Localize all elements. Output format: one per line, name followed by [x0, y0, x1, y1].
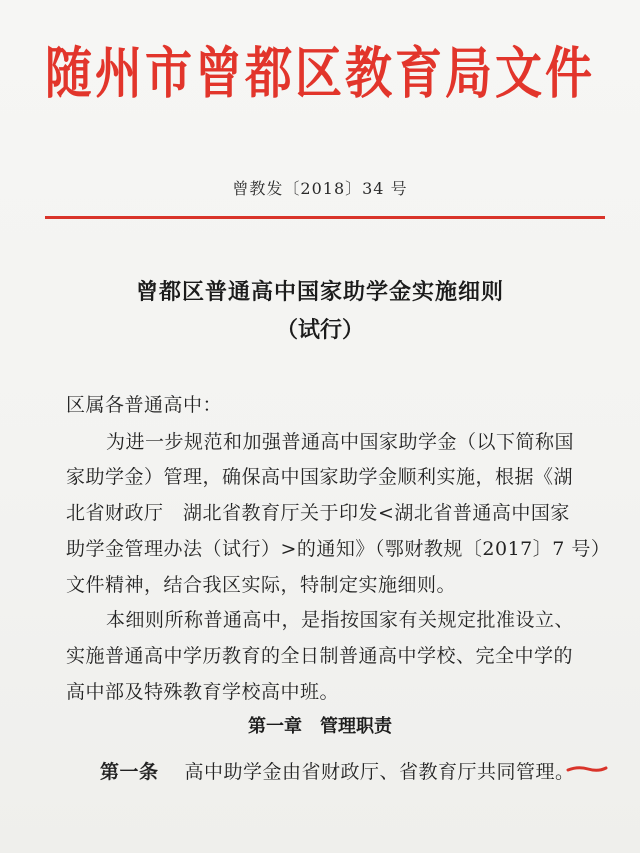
paragraph2-line: 高中部及特殊教育学校高中班。 [66, 681, 340, 703]
paragraph2-line: 本细则所称普通高中，是指按国家有关规定批准设立、 [106, 609, 575, 631]
salutation: 区属各普通高中： [66, 394, 223, 416]
chapter-title: 管理职责 [320, 716, 392, 737]
red-ink-mark [566, 764, 608, 774]
paragraph1-line: 文件精神，结合我区实际，特制定实施细则。 [66, 574, 457, 596]
paragraph1-line: 北省财政厅 湖北省教育厅关于印发<湖北省普通高中国家 [66, 502, 570, 524]
paragraph1-line: 助学金管理办法（试行）>的通知》（鄂财教规〔2017〕7 号） [66, 538, 611, 560]
article-1 [100, 757, 575, 784]
article-label: 第一条 [100, 761, 159, 783]
document-title: 曾都区普通高中国家助学金实施细则 [135, 279, 504, 305]
article-text: 高中助学金由省财政厅、省教育厅共同管理。 [184, 761, 575, 783]
paragraph1-line: 为进一步规范和加强普通高中国家助学金（以下简称国 [106, 431, 575, 453]
paragraph2-line: 实施普通高中学历教育的全日制普通高中学校、完全中学的 [66, 645, 574, 667]
paragraph1-line: 家助学金）管理，确保高中国家助学金顺利实施，根据《湖 [66, 466, 574, 488]
document-subtitle: （试行） [275, 317, 364, 343]
chapter-heading [0, 712, 640, 738]
chapter-number: 第一章 [248, 716, 302, 737]
document-number: 曾教发〔2018〕34 号 [232, 179, 408, 198]
red-separator-line [45, 216, 605, 219]
issuer-header-title: 随州市曾都区教育局文件 [45, 41, 595, 107]
